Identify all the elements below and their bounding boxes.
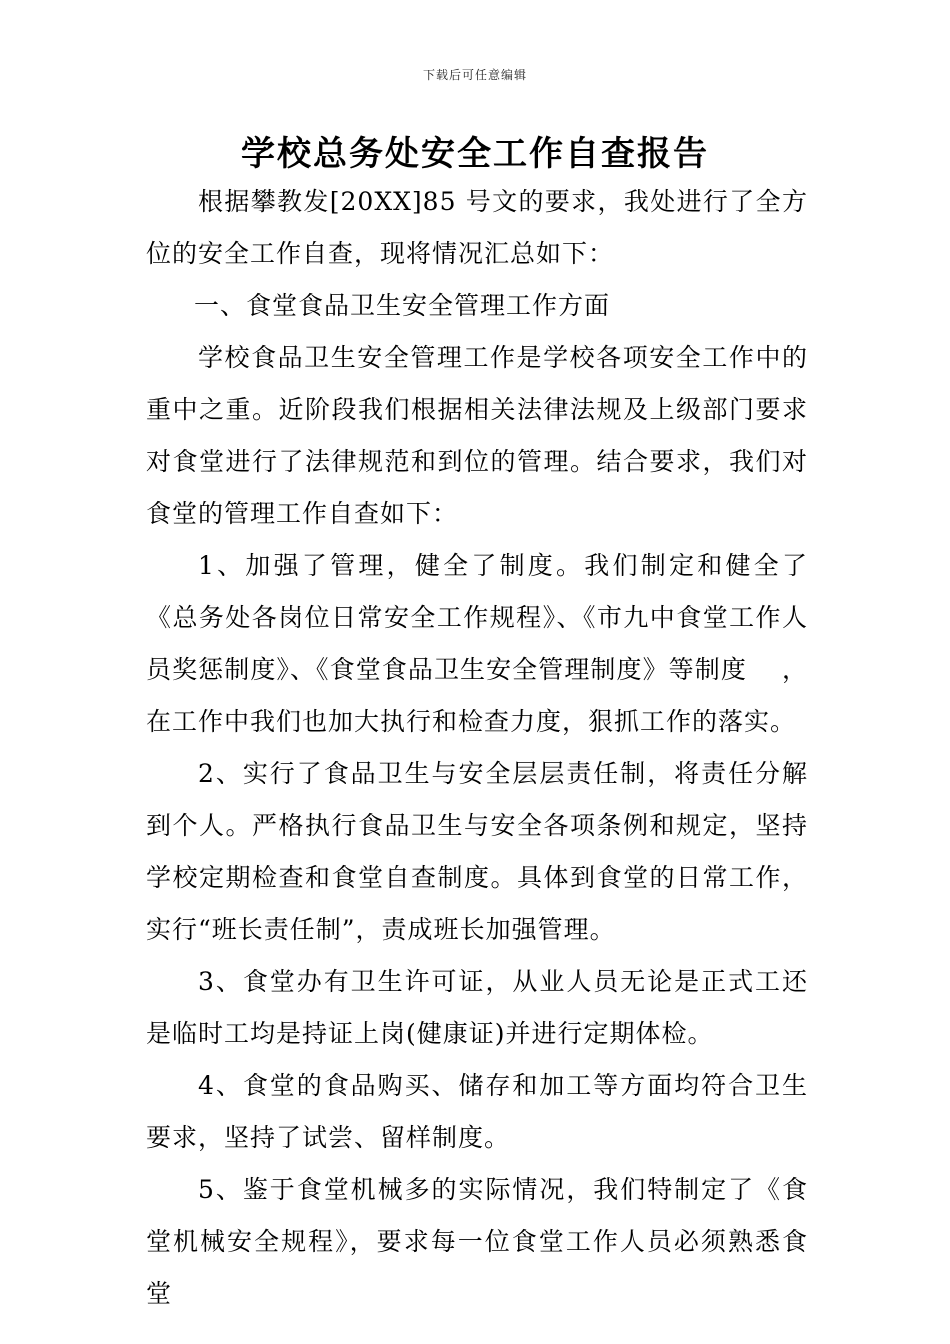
section-heading-canteen: 一、食堂食品卫生安全管理工作方面	[194, 291, 611, 320]
paragraph-item-5: 5、鉴于食堂机械多的实际情况，我们特制定了《食堂机械安全规程》，要求每一位食堂工作人员必须熟悉食堂	[146, 1175, 808, 1308]
document-body	[146, 176, 808, 1320]
paragraph-item-2: 2、实行了食品卫生与安全层层责任制，将责任分解到个人。严格执行食品卫生与安全各项条例和规定，坚持学校定期检查和食堂自查制度。具体到食堂的日常工作，实行“班长责任制”，责成班长加强管理。	[146, 759, 808, 944]
paragraph-item-3: 3、食堂办有卫生许可证，从业人员无论是正式工还是临时工均是持证上岗(健康证)并进行定期体检。	[146, 967, 808, 1048]
paragraph-canteen-overview: 学校食品卫生安全管理工作是学校各项安全工作中的重中之重。近阶段我们根据相关法律法规及上级部门要求对食堂进行了法律规范和到位的管理。结合要求，我们对食堂的管理工作自查如下：	[146, 343, 808, 528]
paragraph-item-4: 4、食堂的食品购买、储存和加工等方面均符合卫生要求，坚持了试尝、留样制度。	[146, 1071, 808, 1152]
paragraph-item-1: 1、加强了管理，健全了制度。我们制定和健全了《总务处各岗位日常安全工作规程》、《市九中食堂工作人员奖惩制度》、《食堂食品卫生安全管理制度》等制度 ，在工作中我们也加大执行和检查力度，狠抓工作的落实。	[146, 551, 808, 736]
header-note: 下载后可任意编辑	[422, 68, 527, 82]
document-title: 学校总务处安全工作自查报告	[241, 134, 709, 174]
paragraph-intro: 根据攀教发[20XX]85 号文的要求，我处进行了全方位的安全工作自查，现将情况汇总如下：	[146, 187, 808, 268]
